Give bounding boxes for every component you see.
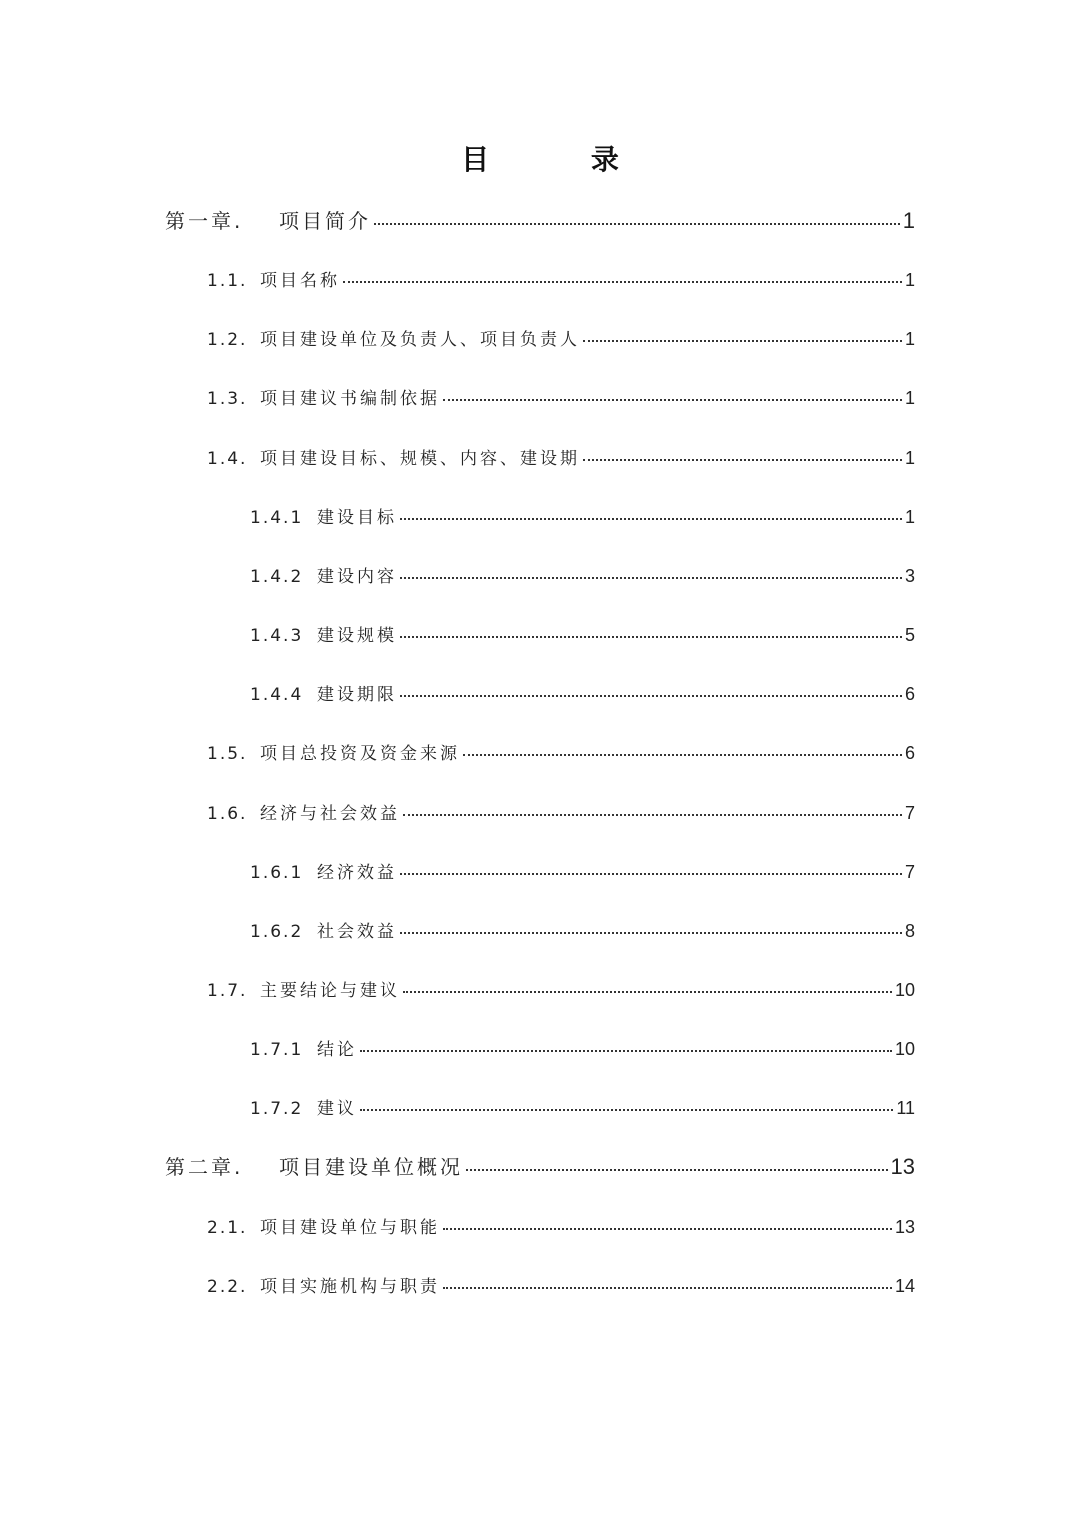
- toc-entry-number: 1.4.1: [250, 507, 304, 528]
- toc-dot-leader: [583, 458, 902, 461]
- toc-page-number: 3: [904, 565, 915, 586]
- toc-page-number: 13: [890, 1154, 915, 1180]
- toc-section-entry[interactable]: [207, 443, 915, 473]
- toc-entry-number: 1.4.4: [250, 685, 304, 706]
- toc-page-number: 14: [894, 1275, 915, 1296]
- toc-entry-title: 结论: [317, 1040, 357, 1061]
- toc-page-number: 10: [894, 979, 915, 1000]
- toc-section-entry[interactable]: [207, 975, 915, 1005]
- toc-page-number: 13: [894, 1216, 915, 1237]
- toc-dot-leader: [400, 872, 902, 875]
- toc-entry-number: 1.4.3: [250, 626, 304, 647]
- toc-entry-title: 社会效益: [317, 921, 397, 942]
- toc-entry-title: 项目总投资及资金来源: [260, 744, 460, 765]
- toc-entry-title: 项目简介: [279, 209, 371, 233]
- toc-dot-leader: [443, 398, 902, 401]
- toc-dot-leader: [443, 1286, 892, 1289]
- toc-subsection-entry[interactable]: [250, 1093, 915, 1123]
- toc-page-number: 10: [894, 1039, 915, 1060]
- toc-entry-number: 1.3.: [207, 389, 248, 410]
- toc-dot-leader: [400, 931, 902, 934]
- toc-subsection-entry[interactable]: [250, 1034, 915, 1064]
- toc-entry-title: 建设规模: [317, 626, 397, 647]
- toc-chapter-entry[interactable]: [165, 1152, 915, 1182]
- toc-dot-leader: [400, 635, 902, 638]
- toc-entry-number: 2.1.: [207, 1217, 248, 1238]
- toc-subsection-entry[interactable]: [250, 620, 915, 650]
- toc-entry-number: 第二章.: [165, 1155, 244, 1180]
- toc-dot-leader: [343, 280, 902, 283]
- toc-page-number: 8: [904, 920, 915, 941]
- toc-page-number: 6: [904, 684, 915, 705]
- toc-title: 目 录: [461, 143, 665, 176]
- toc-entry-title: 经济效益: [317, 862, 397, 883]
- toc-subsection-entry[interactable]: [250, 679, 915, 709]
- toc-page-number: 1: [904, 447, 915, 468]
- toc-entry-number: 1.2.: [207, 330, 248, 351]
- toc-dot-leader: [360, 1049, 892, 1052]
- toc-dot-leader: [443, 1227, 892, 1230]
- toc-section-entry[interactable]: [207, 798, 915, 828]
- toc-dot-leader: [466, 1168, 888, 1171]
- toc-entry-number: 1.6.: [207, 803, 248, 824]
- toc-dot-leader: [583, 339, 902, 342]
- toc-chapter-entry[interactable]: [165, 206, 915, 236]
- toc-entry-number: 1.6.2: [250, 921, 304, 942]
- toc-page-number: 1: [904, 329, 915, 350]
- toc-page-number: 6: [904, 743, 915, 764]
- toc-dot-leader: [400, 517, 902, 520]
- toc-dot-leader: [403, 813, 902, 816]
- toc-section-entry[interactable]: [207, 383, 915, 413]
- toc-subsection-entry[interactable]: [250, 857, 915, 887]
- toc-section-entry[interactable]: [207, 1271, 915, 1301]
- toc-subsection-entry[interactable]: [250, 561, 915, 591]
- toc-entry-number: 1.7.2: [250, 1099, 304, 1120]
- toc-section-entry[interactable]: [207, 1212, 915, 1242]
- toc-dot-leader: [374, 222, 900, 225]
- toc-page-number: 7: [904, 802, 915, 823]
- toc-entry-title: 经济与社会效益: [260, 803, 400, 824]
- toc-subsection-entry[interactable]: [250, 502, 915, 532]
- toc-entry-number: 1.4.: [207, 448, 248, 469]
- toc-section-entry[interactable]: [207, 738, 915, 768]
- toc-section-entry[interactable]: [207, 324, 915, 354]
- toc-entry-number: 1.6.1: [250, 862, 304, 883]
- toc-dot-leader: [400, 576, 902, 579]
- toc-entry-title: 项目建议书编制依据: [260, 389, 440, 410]
- toc-entry-title: 建设目标: [317, 507, 397, 528]
- toc-entry-title: 项目建设目标、规模、内容、建设期: [260, 448, 580, 469]
- toc-page-number: 7: [904, 861, 915, 882]
- toc-page-number: 1: [904, 270, 915, 291]
- toc-entry-number: 1.7.1: [250, 1040, 304, 1061]
- toc-entry-title: 主要结论与建议: [260, 980, 400, 1001]
- toc-entry-number: 2.2.: [207, 1276, 248, 1297]
- toc-entry-title: 项目建设单位与职能: [260, 1217, 440, 1238]
- toc-dot-leader: [403, 990, 892, 993]
- toc-entry-number: 1.5.: [207, 744, 248, 765]
- toc-entry-number: 1.1.: [207, 271, 248, 292]
- toc-entry-title: 项目名称: [260, 271, 340, 292]
- toc-entry-title: 建设期限: [317, 685, 397, 706]
- toc-entry-title: 项目建设单位及负责人、项目负责人: [260, 330, 580, 351]
- toc-dot-leader: [360, 1108, 893, 1111]
- toc-dot-leader: [463, 753, 902, 756]
- toc-section-entry[interactable]: [207, 265, 915, 295]
- toc-page-number: 11: [896, 1098, 915, 1119]
- toc-subsection-entry[interactable]: [250, 916, 915, 946]
- toc-page-number: 1: [902, 208, 915, 233]
- toc-entry-number: 1.4.2: [250, 566, 304, 587]
- toc-entry-number: 1.7.: [207, 980, 248, 1001]
- toc-entry-title: 建设内容: [317, 566, 397, 587]
- toc-page-number: 1: [904, 506, 915, 527]
- toc-dot-leader: [400, 694, 902, 697]
- toc-entry-number: 第一章.: [165, 209, 244, 233]
- toc-entry-title: 建议: [317, 1099, 357, 1120]
- toc-entry-title: 项目建设单位概况: [279, 1155, 463, 1180]
- toc-page-number: 5: [904, 625, 915, 646]
- toc-page-number: 1: [904, 388, 915, 409]
- toc-entry-title: 项目实施机构与职责: [260, 1276, 440, 1297]
